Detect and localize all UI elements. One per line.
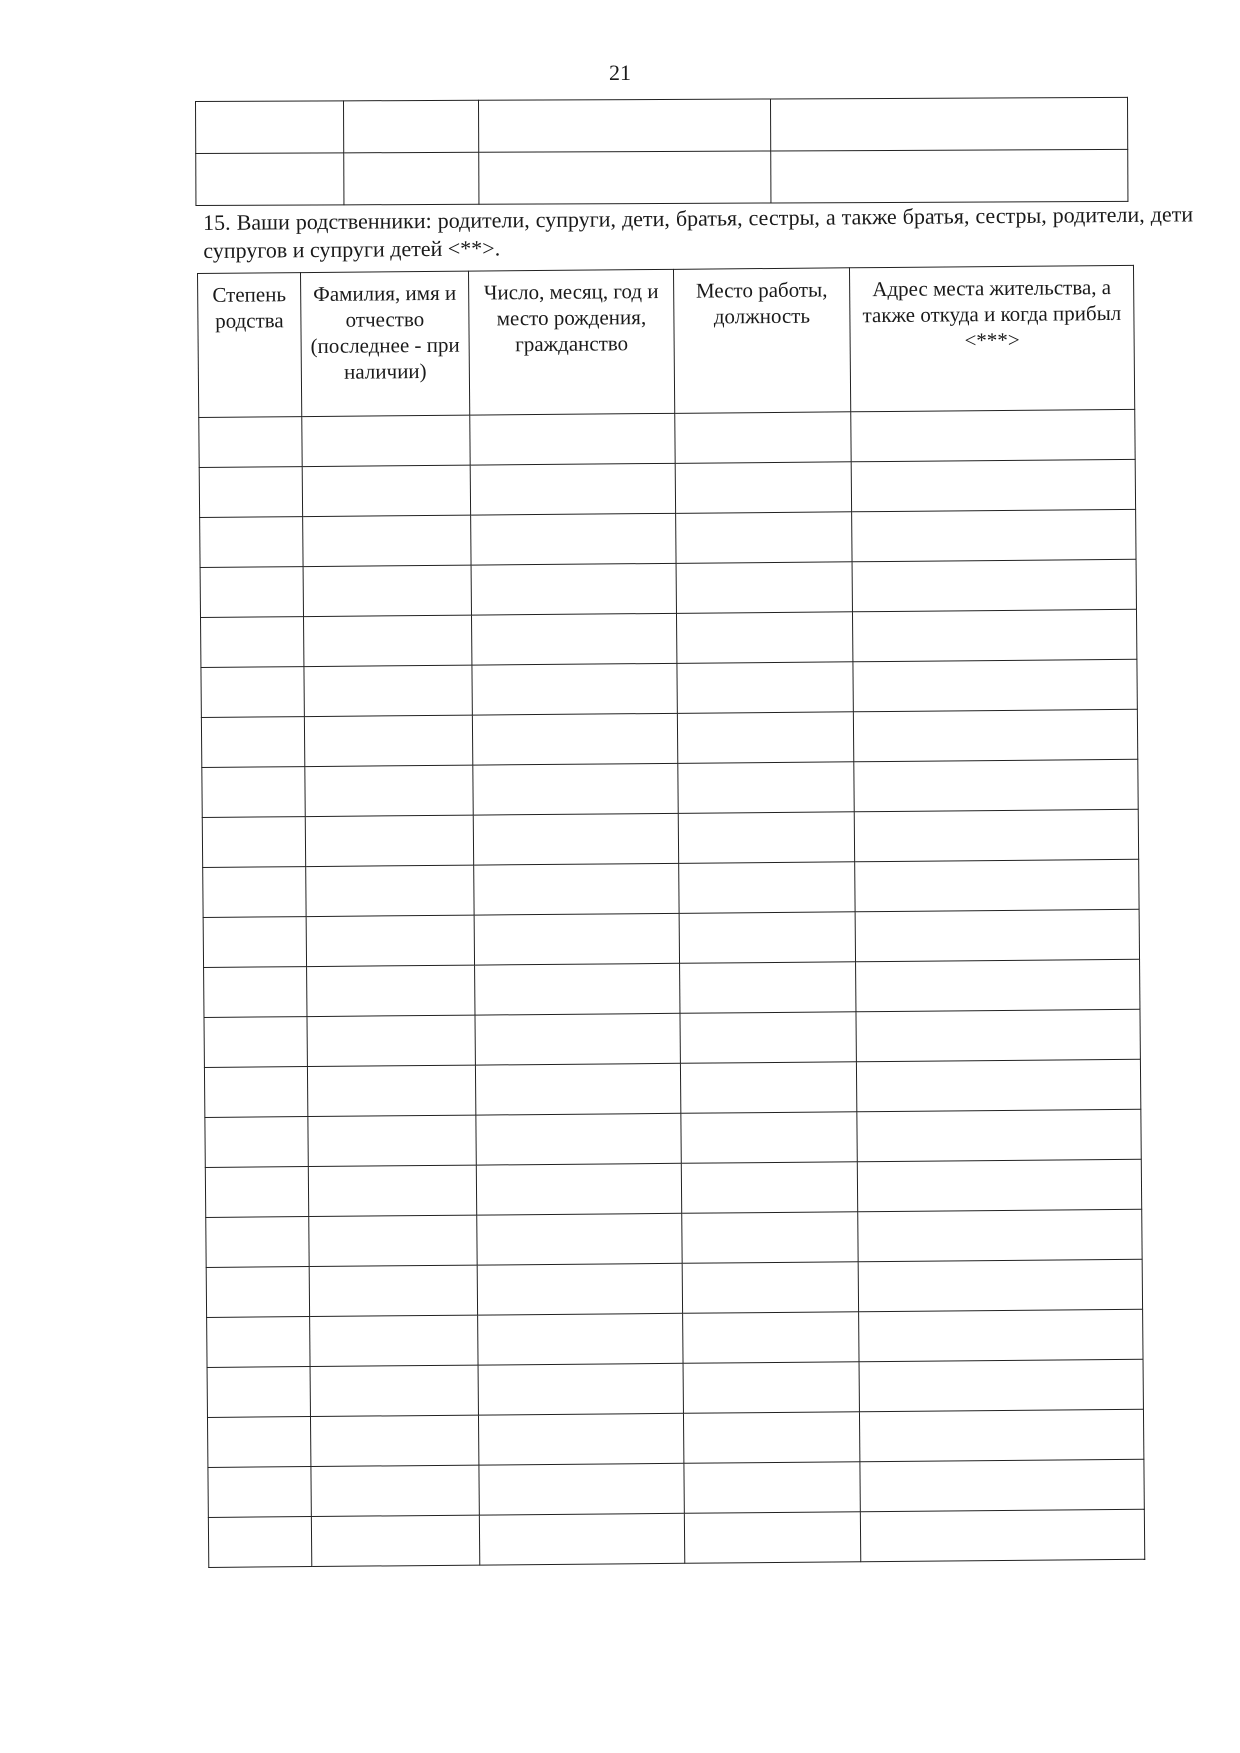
table-cell[interactable] bbox=[470, 413, 675, 465]
table-cell[interactable] bbox=[859, 1359, 1143, 1411]
table-cell[interactable] bbox=[475, 1013, 680, 1065]
table-cell[interactable] bbox=[682, 1262, 858, 1314]
header-birth-info: Число, месяц, год и место рождения, гражданство bbox=[468, 269, 674, 415]
table-cell[interactable] bbox=[682, 1212, 858, 1264]
table-cell[interactable] bbox=[305, 765, 473, 816]
table-cell[interactable] bbox=[472, 713, 677, 765]
table-cell[interactable] bbox=[681, 1162, 857, 1214]
table-cell[interactable] bbox=[681, 1112, 857, 1164]
table-row bbox=[203, 859, 1139, 917]
table-cell[interactable] bbox=[853, 659, 1137, 711]
table-row bbox=[206, 1259, 1142, 1317]
table-row bbox=[196, 149, 1128, 205]
table-cell[interactable] bbox=[311, 1515, 479, 1566]
table-cell[interactable] bbox=[303, 565, 471, 616]
table-cell[interactable] bbox=[471, 513, 676, 565]
table-cell[interactable] bbox=[479, 1513, 684, 1565]
table-cell[interactable] bbox=[203, 917, 306, 968]
table-row bbox=[203, 909, 1139, 967]
table-cell[interactable] bbox=[303, 515, 471, 566]
table-row bbox=[206, 1209, 1142, 1267]
table-cell[interactable] bbox=[684, 1462, 860, 1514]
table-cell[interactable] bbox=[304, 715, 472, 766]
table-cell[interactable] bbox=[856, 1059, 1140, 1111]
table-cell[interactable] bbox=[675, 412, 851, 464]
table-row bbox=[207, 1409, 1143, 1467]
table-cell[interactable] bbox=[200, 517, 303, 568]
table-cell[interactable] bbox=[308, 1165, 476, 1216]
table-cell[interactable] bbox=[207, 1367, 310, 1418]
table-cell[interactable] bbox=[476, 1163, 681, 1215]
table-cell[interactable] bbox=[858, 1209, 1142, 1261]
table-cell[interactable] bbox=[199, 417, 302, 468]
table-cell[interactable] bbox=[307, 1065, 475, 1116]
table-cell[interactable] bbox=[208, 1517, 311, 1568]
table-cell[interactable] bbox=[309, 1265, 477, 1316]
table-cell[interactable] bbox=[478, 1313, 683, 1365]
table-cell[interactable] bbox=[196, 101, 344, 154]
table-row bbox=[199, 459, 1135, 517]
table-cell[interactable] bbox=[855, 859, 1139, 911]
table-cell[interactable] bbox=[853, 709, 1137, 761]
table-row bbox=[202, 759, 1138, 817]
table-cell[interactable] bbox=[475, 1063, 680, 1115]
table-row bbox=[204, 1009, 1140, 1067]
table-cell[interactable] bbox=[344, 100, 479, 153]
header-work-position: Место работы, должность bbox=[673, 268, 850, 414]
table-row bbox=[207, 1309, 1143, 1367]
table-cell[interactable] bbox=[856, 959, 1140, 1011]
table-cell[interactable] bbox=[344, 152, 479, 205]
table-cell[interactable] bbox=[477, 1213, 682, 1265]
table-cell[interactable] bbox=[854, 809, 1138, 861]
table-cell[interactable] bbox=[676, 612, 852, 664]
table-cell[interactable] bbox=[307, 965, 475, 1016]
table-cell[interactable] bbox=[205, 1167, 308, 1218]
table-cell[interactable] bbox=[305, 815, 473, 866]
table-cell[interactable] bbox=[302, 415, 470, 466]
table-cell[interactable] bbox=[201, 667, 304, 718]
table-cell[interactable] bbox=[201, 717, 304, 768]
table-cell[interactable] bbox=[202, 767, 305, 818]
table-cell[interactable] bbox=[678, 812, 854, 864]
table-cell[interactable] bbox=[208, 1467, 311, 1518]
table-cell[interactable] bbox=[474, 863, 679, 915]
header-address: Адрес места жительства, а также откуда и когда прибыл <***> bbox=[849, 265, 1134, 411]
table-cell[interactable] bbox=[676, 512, 852, 564]
table-cell[interactable] bbox=[206, 1267, 309, 1318]
table-cell[interactable] bbox=[470, 463, 675, 515]
table-cell[interactable] bbox=[471, 563, 676, 615]
table-cell[interactable] bbox=[474, 913, 679, 965]
table-cell[interactable] bbox=[479, 1463, 684, 1515]
table-cell[interactable] bbox=[677, 662, 853, 714]
table-cell[interactable] bbox=[854, 759, 1138, 811]
table-cell[interactable] bbox=[202, 817, 305, 868]
table-row bbox=[201, 709, 1137, 767]
header-relation-degree: Степень родства bbox=[198, 273, 302, 418]
table-cell[interactable] bbox=[860, 1459, 1144, 1511]
page-number: 21 bbox=[609, 60, 631, 85]
table-cell[interactable] bbox=[680, 1012, 856, 1064]
table-row bbox=[204, 959, 1140, 1017]
table-cell[interactable] bbox=[856, 1009, 1140, 1061]
table-row bbox=[207, 1359, 1143, 1417]
table-cell[interactable] bbox=[199, 467, 302, 518]
table-row bbox=[208, 1509, 1144, 1567]
table-cell[interactable] bbox=[203, 867, 306, 918]
table-row bbox=[204, 1059, 1140, 1117]
top-continuation-table bbox=[195, 97, 1128, 206]
table-cell[interactable] bbox=[857, 1159, 1141, 1211]
table-cell[interactable] bbox=[476, 1113, 681, 1165]
table-cell[interactable] bbox=[852, 509, 1136, 561]
table-cell[interactable] bbox=[675, 462, 851, 514]
table-cell[interactable] bbox=[852, 559, 1136, 611]
table-cell[interactable] bbox=[200, 567, 303, 618]
table-cell[interactable] bbox=[472, 663, 677, 715]
table-cell[interactable] bbox=[308, 1115, 476, 1166]
table-row bbox=[199, 409, 1135, 467]
table-cell[interactable] bbox=[201, 617, 304, 668]
table-row bbox=[205, 1109, 1141, 1167]
table-cell[interactable] bbox=[479, 151, 771, 204]
table-cell[interactable] bbox=[684, 1512, 860, 1564]
table-cell[interactable] bbox=[310, 1315, 478, 1366]
table-cell[interactable] bbox=[309, 1215, 477, 1266]
table-cell[interactable] bbox=[677, 712, 853, 764]
table-row bbox=[201, 659, 1137, 717]
table-cell[interactable] bbox=[207, 1317, 310, 1368]
table-cell[interactable] bbox=[679, 912, 855, 964]
table-cell[interactable] bbox=[683, 1412, 859, 1464]
table-cell[interactable] bbox=[770, 97, 1127, 151]
table-cell[interactable] bbox=[306, 865, 474, 916]
section-title: 15. Ваши родственники: родители, супруги, дети, братья, сестры, а также братья, сестры, родители, дети супругов и супруги детей <**>. bbox=[203, 201, 1194, 263]
table-cell[interactable] bbox=[196, 153, 344, 206]
table-cell[interactable] bbox=[311, 1465, 479, 1516]
table-row bbox=[205, 1159, 1141, 1217]
table-cell[interactable] bbox=[304, 615, 472, 666]
table-cell[interactable] bbox=[679, 862, 855, 914]
table-cell[interactable] bbox=[683, 1312, 859, 1364]
table-cell[interactable] bbox=[676, 562, 852, 614]
table-cell[interactable] bbox=[204, 1017, 307, 1068]
table-cell[interactable] bbox=[859, 1309, 1143, 1361]
table-cell[interactable] bbox=[302, 465, 470, 516]
table-row bbox=[202, 809, 1138, 867]
table-row bbox=[200, 509, 1136, 567]
table-cell[interactable] bbox=[857, 1109, 1141, 1161]
relatives-header-row bbox=[198, 265, 1135, 417]
table-cell[interactable] bbox=[478, 1413, 683, 1465]
table-row bbox=[196, 97, 1128, 153]
header-full-name: Фамилия, имя и отчество (последнее - при наличии) bbox=[301, 271, 470, 416]
table-cell[interactable] bbox=[307, 1015, 475, 1066]
table-cell[interactable] bbox=[851, 409, 1135, 461]
table-cell[interactable] bbox=[473, 813, 678, 865]
table-cell[interactable] bbox=[859, 1409, 1143, 1461]
table-cell[interactable] bbox=[680, 962, 856, 1014]
table-cell[interactable] bbox=[473, 763, 678, 815]
table-cell[interactable] bbox=[207, 1417, 310, 1468]
table-row bbox=[201, 609, 1137, 667]
table-cell[interactable] bbox=[471, 613, 676, 665]
table-cell[interactable] bbox=[478, 1363, 683, 1415]
table-cell[interactable] bbox=[858, 1259, 1142, 1311]
table-cell[interactable] bbox=[855, 909, 1139, 961]
table-cell[interactable] bbox=[851, 459, 1135, 511]
table-cell[interactable] bbox=[771, 149, 1128, 203]
relatives-table bbox=[197, 265, 1145, 1568]
table-cell[interactable] bbox=[206, 1217, 309, 1268]
table-cell[interactable] bbox=[475, 963, 680, 1015]
table-cell[interactable] bbox=[680, 1062, 856, 1114]
table-cell[interactable] bbox=[304, 665, 472, 716]
table-cell[interactable] bbox=[683, 1362, 859, 1414]
table-cell[interactable] bbox=[477, 1263, 682, 1315]
table-cell[interactable] bbox=[204, 1067, 307, 1118]
table-cell[interactable] bbox=[310, 1365, 478, 1416]
table-row bbox=[208, 1459, 1144, 1517]
table-cell[interactable] bbox=[306, 915, 474, 966]
table-row bbox=[200, 559, 1136, 617]
table-cell[interactable] bbox=[852, 609, 1136, 661]
table-cell[interactable] bbox=[204, 967, 307, 1018]
table-cell[interactable] bbox=[678, 762, 854, 814]
table-cell[interactable] bbox=[860, 1509, 1144, 1561]
table-cell[interactable] bbox=[205, 1117, 308, 1168]
table-cell[interactable] bbox=[478, 99, 770, 152]
table-cell[interactable] bbox=[310, 1415, 478, 1466]
